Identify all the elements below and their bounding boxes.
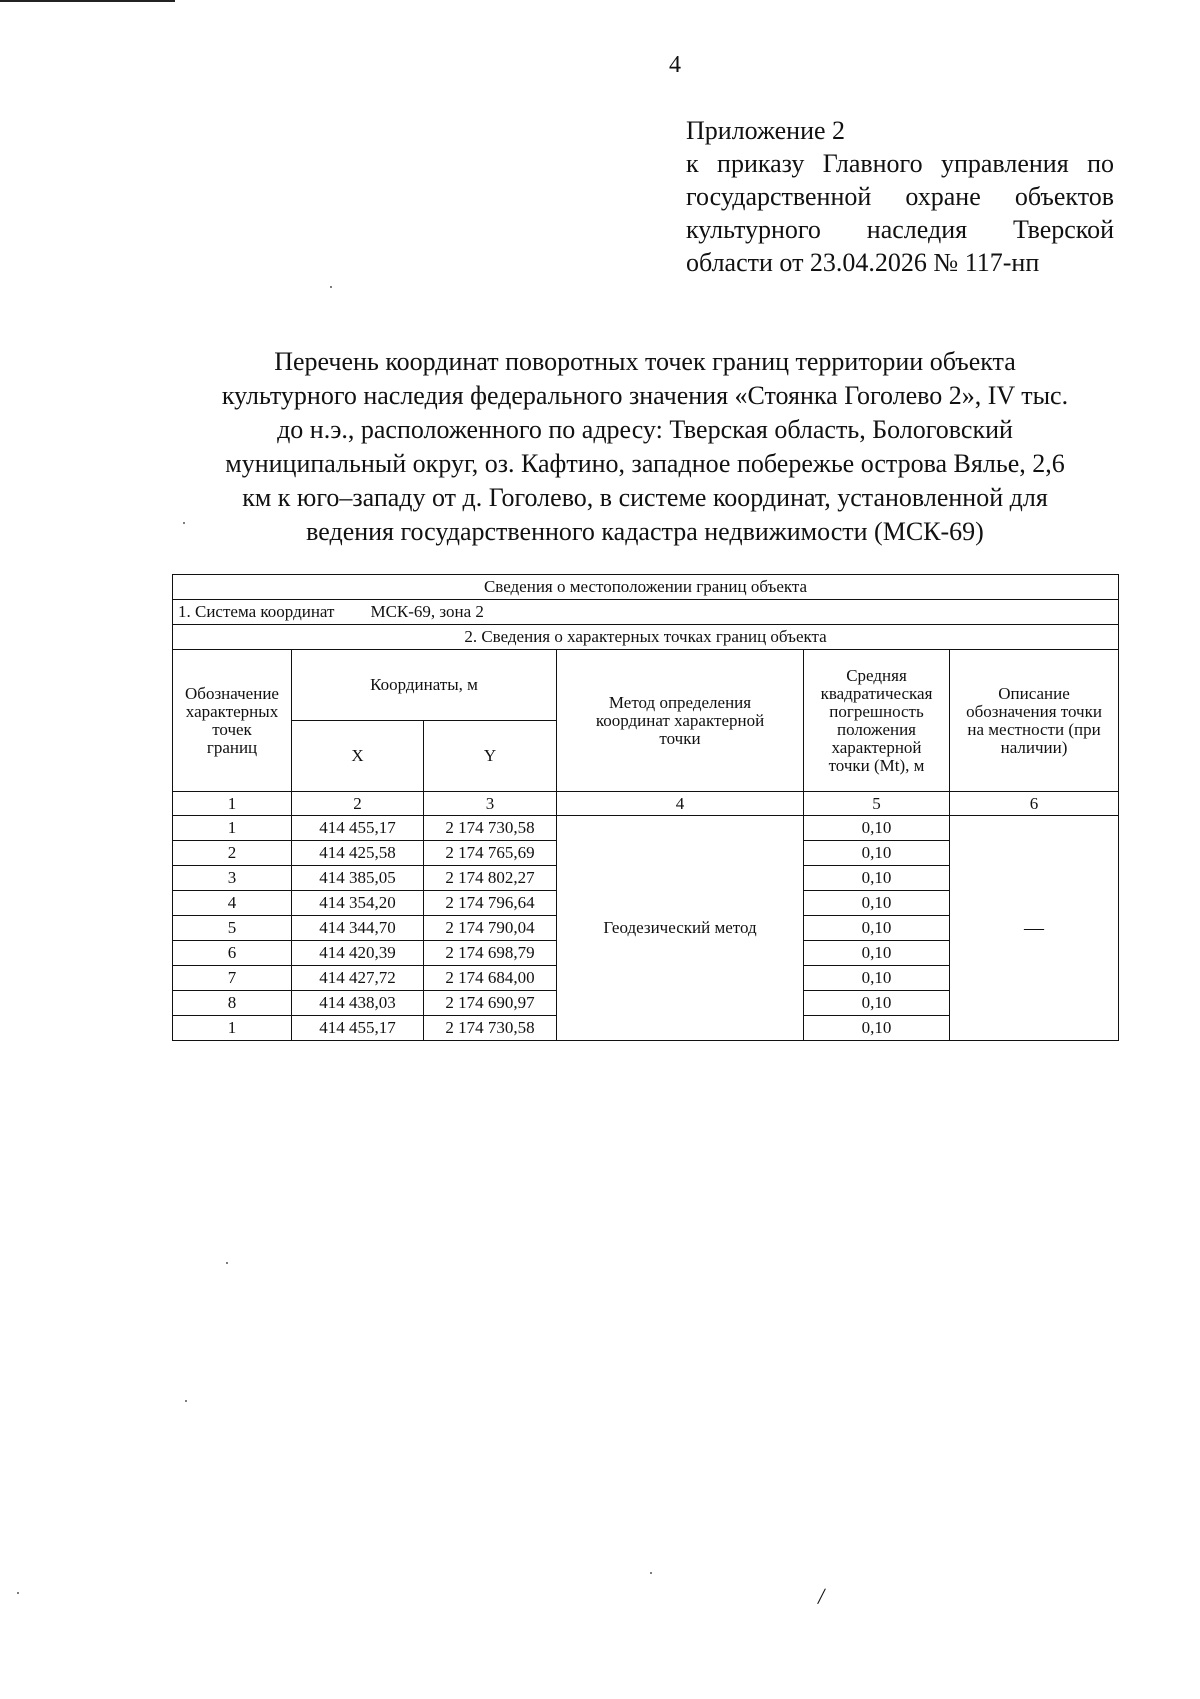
header-method [557,650,804,792]
description-cell: — [950,816,1119,1041]
coordinate-system-row [173,600,1119,625]
coord-x: 414 455,17 [292,816,424,841]
accuracy-value: 0,10 [804,941,950,966]
coord-y: 2 174 684,00 [424,966,557,991]
appendix-line: области от 23.04.2026 № 117-нп [686,248,1040,277]
column-number: 5 [804,792,950,816]
coord-x: 414 427,72 [292,966,424,991]
scan-speck [183,522,185,524]
column-number: 1 [173,792,292,816]
coordinate-system-value: МСК-69, зона 2 [370,602,484,621]
coord-y: 2 174 765,69 [424,841,557,866]
coord-x: 414 420,39 [292,941,424,966]
accuracy-value: 0,10 [804,991,950,1016]
accuracy-value: 0,10 [804,891,950,916]
point-number: 1 [173,816,292,841]
header-text: характерной [831,737,922,757]
coord-x: 414 385,05 [292,866,424,891]
header-description [950,650,1119,792]
point-number: 7 [173,966,292,991]
header-coordinates: Координаты, м [292,650,557,721]
title-line: до н.э., расположенного по адресу: Тверская область, Бологовский [277,415,1013,444]
coord-x: 414 354,20 [292,891,424,916]
column-number: 2 [292,792,424,816]
point-number: 3 [173,866,292,891]
point-number: 5 [173,916,292,941]
coord-x: 414 344,70 [292,916,424,941]
scan-speck [226,1262,228,1264]
points-section-title: 2. Сведения о характерных точках границ объекта [173,625,1119,650]
header-y: Y [424,721,557,792]
header-text: Описание [998,683,1070,703]
header-text: координат характерной [595,710,765,730]
coord-y: 2 174 790,04 [424,916,557,941]
header-text: точки (Mt), м [828,755,925,775]
appendix-block [686,114,1114,279]
coordinate-system-label: 1. Система координат [178,602,335,621]
appendix-line: к приказу Главного управления по [686,149,1114,178]
title-line: км к юго–западу от д. Гоголево, в системе координат, установленной для [242,483,1048,512]
header-text: положения [836,719,916,739]
accuracy-value: 0,10 [804,916,950,941]
header-text: точки [659,728,701,748]
accuracy-value: 0,10 [804,841,950,866]
point-number: 6 [173,941,292,966]
title-line: муниципальный округ, оз. Кафтино, западное побережье острова Вялье, 2,6 [225,449,1065,478]
accuracy-value: 0,10 [804,966,950,991]
header-text: Обозначение [185,683,279,703]
appendix-line: государственной охране объектов [686,182,1114,211]
column-number-row [173,792,1119,816]
accuracy-value: 0,10 [804,816,950,841]
coord-x: 414 455,17 [292,1016,424,1041]
header-text: обозначения точки [966,701,1102,721]
coord-y: 2 174 796,64 [424,891,557,916]
coord-y: 2 174 690,97 [424,991,557,1016]
coord-y: 2 174 698,79 [424,941,557,966]
title-line: Перечень координат поворотных точек границ территории объекта [274,347,1016,376]
point-number: 4 [173,891,292,916]
header-text: Метод определения [608,692,752,712]
table-row [173,816,1119,841]
method-cell: Геодезический метод [557,816,804,1041]
coord-y: 2 174 802,27 [424,866,557,891]
header-designation [173,650,292,792]
header-text: характерных [185,701,279,721]
header-text: погрешность [829,701,924,721]
header-text: точек [212,719,252,739]
coord-y: 2 174 730,58 [424,816,557,841]
pen-mark: / [816,1583,827,1611]
header-text: границ [206,737,258,757]
scan-speck [17,1592,19,1594]
point-number: 1 [173,1016,292,1041]
header-text: Средняя [846,665,907,685]
coord-y: 2 174 730,58 [424,1016,557,1041]
appendix-line: культурного наследия Тверской [686,215,1114,244]
header-text: квадратическая [820,683,933,703]
page-number: 4 [669,52,681,78]
header-text: на местности (при [967,719,1101,739]
coordinates-table [172,574,1119,1041]
scan-edge-line [0,0,175,2]
accuracy-value: 0,10 [804,866,950,891]
point-number: 8 [173,991,292,1016]
title-line: культурного наследия федерального значения «Стоянка Гоголево 2», IV тыс. [221,381,1069,410]
column-number: 3 [424,792,557,816]
point-number: 2 [173,841,292,866]
scan-speck [185,1400,187,1402]
scan-speck [330,286,332,288]
section-title: Сведения о местоположении границ объекта [173,575,1119,600]
column-number: 6 [950,792,1119,816]
column-number: 4 [557,792,804,816]
accuracy-value: 0,10 [804,1016,950,1041]
coord-x: 414 425,58 [292,841,424,866]
header-accuracy [804,650,950,792]
document-title [150,345,1140,549]
title-line: ведения государственного кадастра недвижимости (МСК-69) [306,517,984,546]
scan-speck [650,1572,652,1574]
header-x: X [292,721,424,792]
coord-x: 414 438,03 [292,991,424,1016]
appendix-line: Приложение 2 [686,116,846,145]
header-text: наличии) [1000,737,1068,757]
